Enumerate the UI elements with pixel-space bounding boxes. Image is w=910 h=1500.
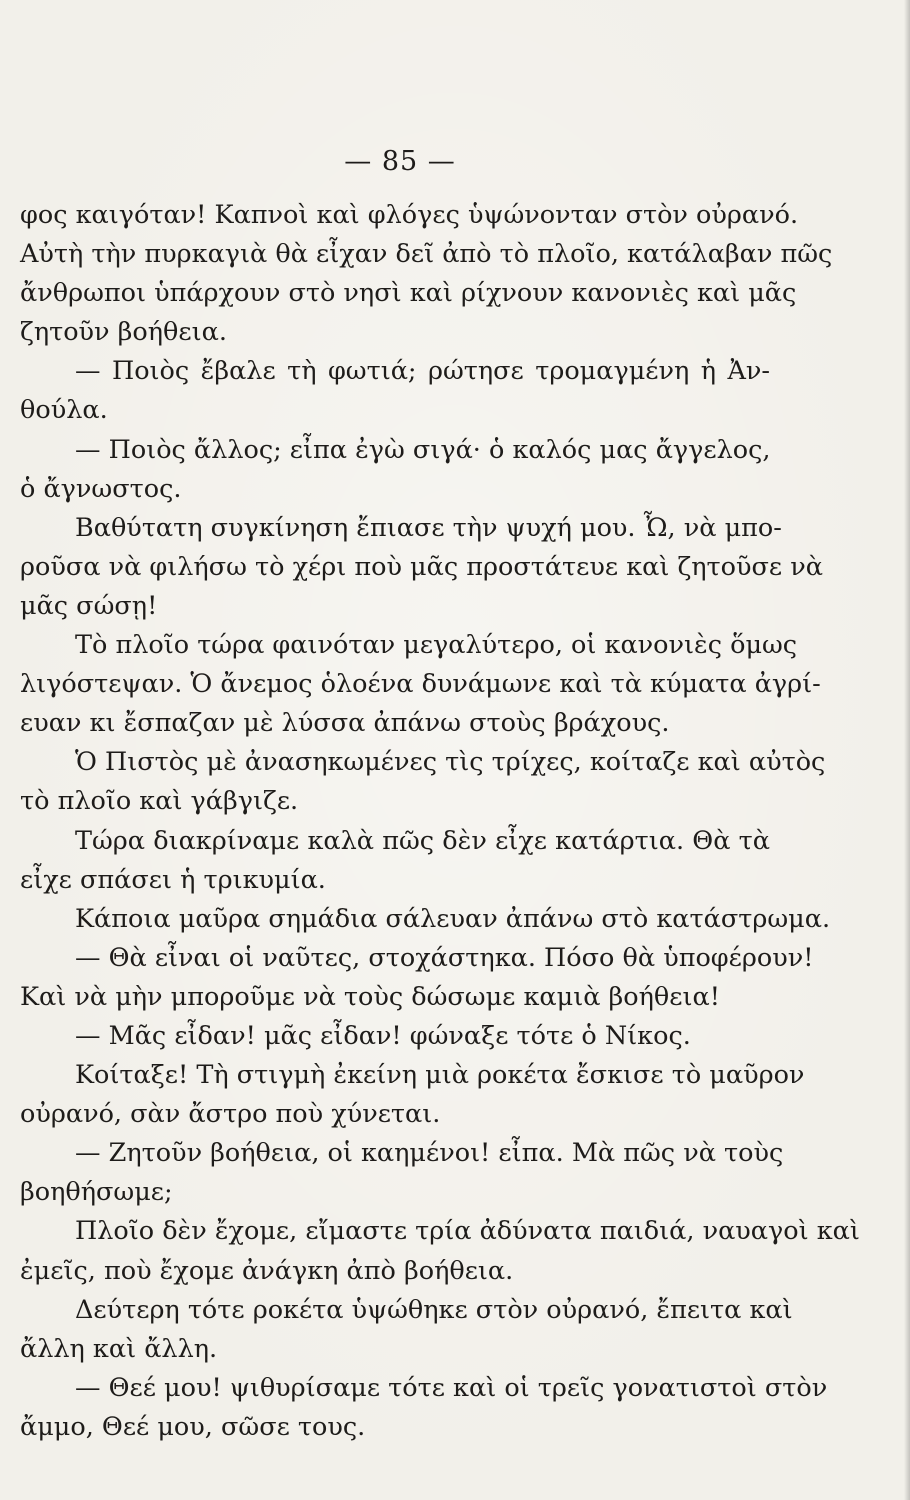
text-line: — Ποιὸς ἔβαλε τὴ φωτιά; ρώτησε τρομαγμένη ἡ Ἀν- bbox=[75, 356, 770, 387]
text-line: — Θὰ εἶναι οἱ ναῦτες, στοχάστηκα. Πόσο θὰ ὑποφέρουν! bbox=[75, 942, 814, 973]
text-line: Βαθύτατη συγκίνηση ἔπιασε τὴν ψυχή μου. Ὦ, νὰ μπο- bbox=[75, 512, 782, 543]
text-line: ὁ ἄγνωστος. bbox=[20, 473, 182, 504]
text-line: ἐμεῖς, ποὺ ἔχομε ἀνάγκη ἀπὸ βοήθεια. bbox=[20, 1255, 514, 1286]
text-line: Πλοῖο δὲν ἔχομε, εἴμαστε τρία ἀδύνατα παιδιά, ναυαγοὶ καὶ bbox=[75, 1216, 860, 1247]
text-line: — Θεέ μου! ψιθυρίσαμε τότε καὶ οἱ τρεῖς γονατιστοὶ στὸν bbox=[75, 1372, 828, 1403]
body-text bbox=[20, 196, 860, 1447]
text-line: οὐρανό, σὰν ἄστρο ποὺ χύνεται. bbox=[20, 1099, 441, 1130]
text-line: τὸ πλοῖο καὶ γάβγιζε. bbox=[20, 786, 299, 817]
page-number: — 85 — bbox=[344, 146, 456, 177]
text-line: ἄνθρωποι ὑπάρχουν στὸ νησὶ καὶ ρίχνουν κανονιὲς καὶ μᾶς bbox=[20, 278, 797, 309]
text-line: Τὸ πλοῖο τώρα φαινόταν μεγαλύτερο, οἱ κανονιὲς ὅμως bbox=[75, 630, 798, 661]
text-line: Αὐτὴ τὴν πυρκαγιὰ θὰ εἶχαν δεῖ ἀπὸ τὸ πλοῖο, κατάλαβαν πῶς bbox=[20, 239, 833, 270]
text-line: Δεύτερη τότε ροκέτα ὑψώθηκε στὸν οὐρανό, ἔπειτα καὶ bbox=[75, 1294, 793, 1325]
text-line: βοηθήσωμε; bbox=[20, 1177, 173, 1208]
text-line: ευαν κι ἔσπαζαν μὲ λύσσα ἀπάνω στοὺς βράχους. bbox=[20, 708, 670, 739]
text-line: φος καιγόταν! Καπνοὶ καὶ φλόγες ὑψώνονταν στὸν οὐρανό. bbox=[20, 200, 799, 230]
text-line: μᾶς σώσῃ! bbox=[20, 590, 158, 621]
text-line: — Ζητοῦν βοήθεια, οἱ καημένοι! εἶπα. Μὰ πῶς νὰ τοὺς bbox=[75, 1138, 784, 1169]
text-line: εἶχε σπάσει ἡ τρικυμία. bbox=[20, 864, 326, 895]
text-line: Καὶ νὰ μὴν μποροῦμε νὰ τοὺς δώσωμε καμιὰ βοήθεια! bbox=[20, 981, 720, 1012]
text-line: ροῦσα νὰ φιλήσω τὸ χέρι ποὺ μᾶς προστάτευε καὶ ζητοῦσε νὰ bbox=[20, 551, 823, 582]
text-line: Ὁ Πιστὸς μὲ ἀνασηκωμένες τὶς τρίχες, κοίταζε καὶ αὐτὸς bbox=[75, 747, 826, 778]
page-edge-shadow bbox=[904, 0, 910, 1500]
text-line: λιγόστεψαν. Ὁ ἄνεμος ὁλοένα δυνάμωνε καὶ τὰ κύματα ἀγρί- bbox=[20, 669, 821, 700]
text-line: ἄλλη καὶ ἄλλη. bbox=[20, 1333, 218, 1364]
text-line: ζητοῦν βοήθεια. bbox=[20, 317, 227, 348]
text-line: ἄμμο, Θεέ μου, σῶσε τους. bbox=[20, 1411, 366, 1442]
text-line: — Ποιὸς ἄλλος; εἶπα ἐγὼ σιγά· ὁ καλός μας ἄγγελος, bbox=[75, 434, 771, 465]
text-line: Κοίταξε! Τὴ στιγμὴ ἐκείνη μιὰ ροκέτα ἔσκισε τὸ μαῦρον bbox=[75, 1060, 805, 1091]
text-line: — Μᾶς εἶδαν! μᾶς εἶδαν! φώναξε τότε ὁ Νίκος. bbox=[75, 1020, 691, 1051]
text-line: θούλα. bbox=[20, 395, 108, 426]
text-line: Κάποια μαῦρα σημάδια σάλευαν ἀπάνω στὸ κατάστρωμα. bbox=[75, 903, 831, 934]
text-line: Τώρα διακρίναμε καλὰ πῶς δὲν εἶχε κατάρτια. Θὰ τὰ bbox=[75, 825, 770, 856]
